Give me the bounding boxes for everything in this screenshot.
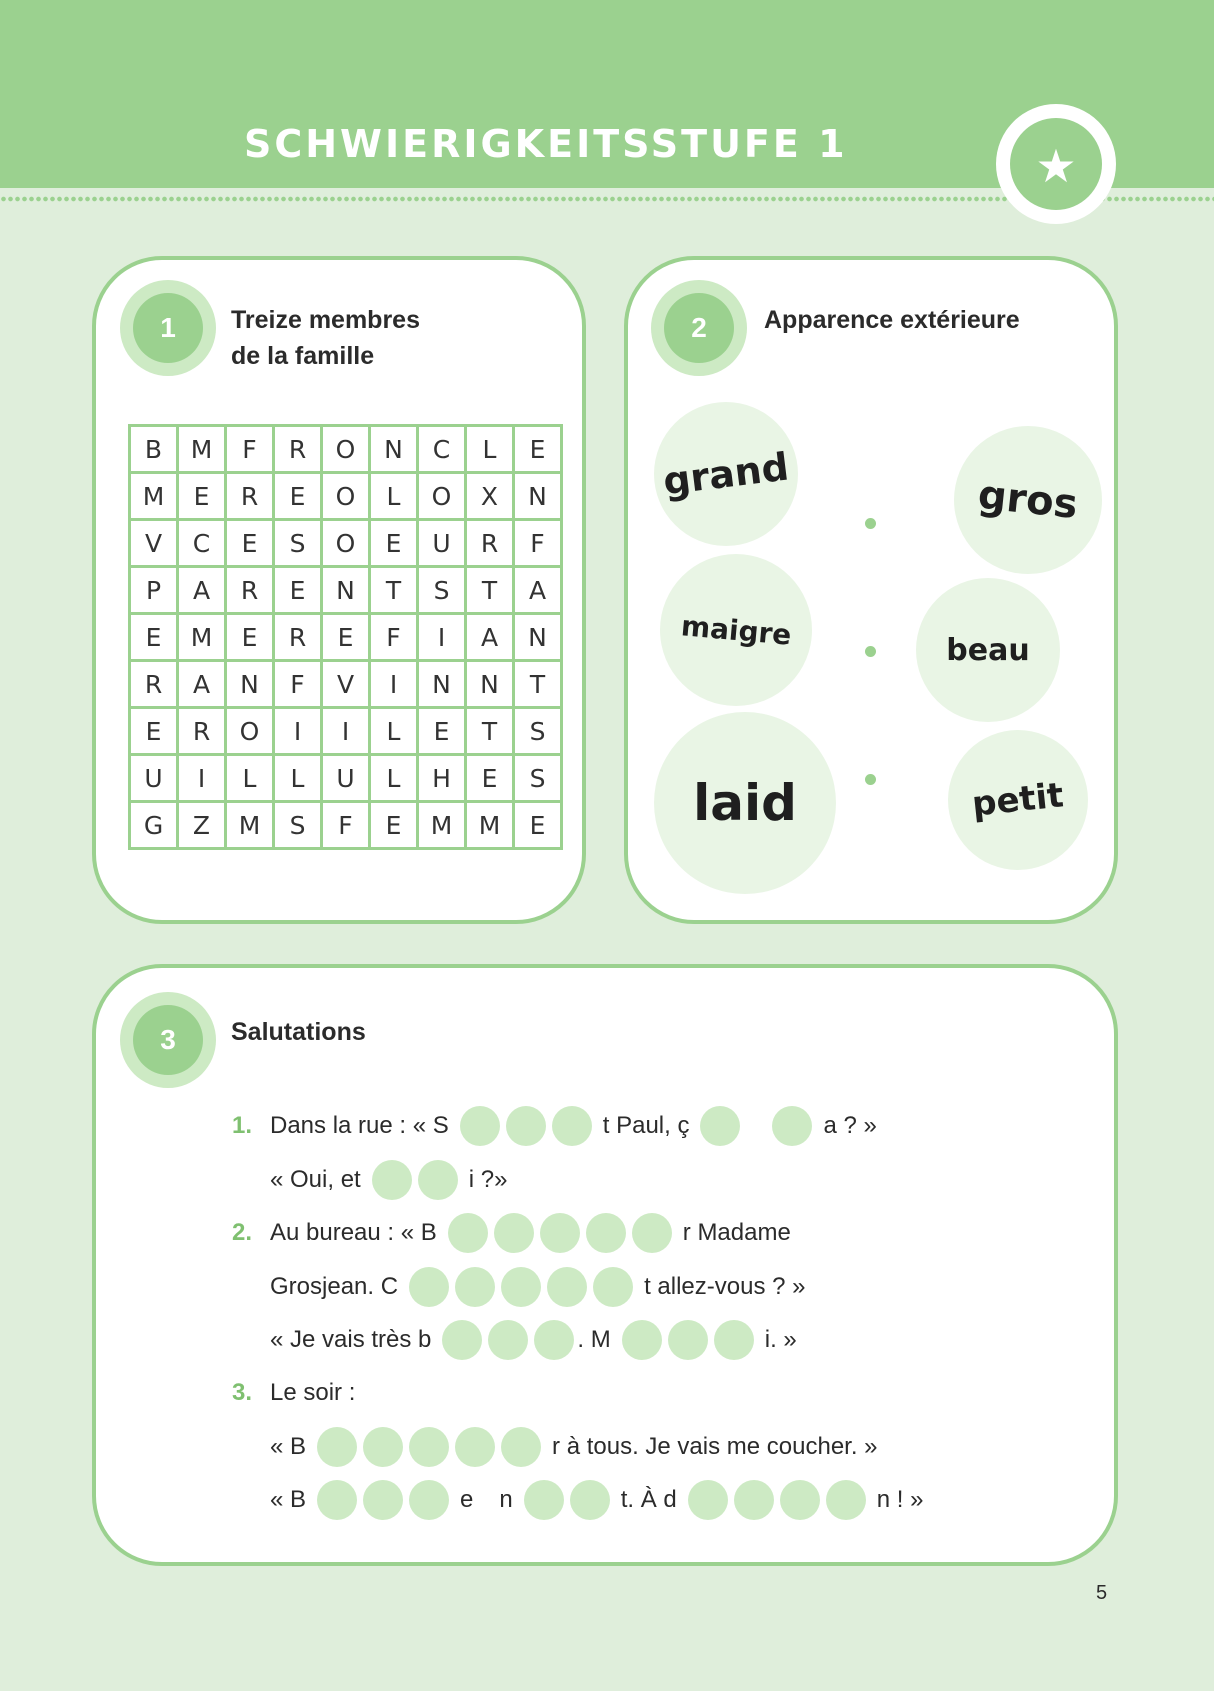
grid-cell[interactable]: R	[274, 426, 322, 473]
difficulty-badge	[996, 104, 1116, 224]
grid-cell[interactable]: Z	[178, 802, 226, 849]
letter-blank[interactable]	[552, 1106, 592, 1146]
grid-cell[interactable]: I	[370, 661, 418, 708]
grid-cell[interactable]: F	[274, 661, 322, 708]
grid-cell[interactable]: O	[322, 426, 370, 473]
letter-blank[interactable]	[363, 1480, 403, 1520]
exercise-3-number-badge	[120, 992, 216, 1088]
grid-row	[130, 661, 562, 708]
letter-blank[interactable]	[494, 1213, 534, 1253]
word-laid: laid	[693, 774, 797, 832]
word-bubble-gros[interactable]	[954, 426, 1102, 574]
exercise-1-number-badge	[120, 280, 216, 376]
grid-cell[interactable]: C	[178, 520, 226, 567]
grid-cell[interactable]: E	[514, 426, 562, 473]
letter-blank[interactable]	[524, 1480, 564, 1520]
grid-cell[interactable]: R	[130, 661, 178, 708]
grid-cell[interactable]: F	[514, 520, 562, 567]
item-index: 2.	[232, 1219, 253, 1246]
grid-cell[interactable]: C	[418, 426, 466, 473]
word-bubble-petit[interactable]	[948, 730, 1088, 870]
salutation-1-line-1	[232, 1104, 877, 1148]
letter-blank[interactable]	[668, 1320, 708, 1360]
word-gros: gros	[976, 471, 1080, 529]
grid-cell[interactable]: R	[178, 708, 226, 755]
grid-cell[interactable]: T	[514, 661, 562, 708]
grid-cell[interactable]: O	[418, 473, 466, 520]
letter-blank[interactable]	[734, 1480, 774, 1520]
grid-cell[interactable]: T	[370, 567, 418, 614]
text-segment: Grosjean. C	[270, 1273, 399, 1300]
grid-cell[interactable]: U	[130, 755, 178, 802]
letter-blank[interactable]	[363, 1427, 403, 1467]
grid-row	[130, 802, 562, 849]
grid-cell[interactable]: E	[418, 708, 466, 755]
grid-cell[interactable]: F	[370, 614, 418, 661]
letter-blank[interactable]	[455, 1427, 495, 1467]
word-bubble-maigre[interactable]	[660, 554, 812, 706]
grid-cell[interactable]: M	[130, 473, 178, 520]
grid-cell[interactable]: M	[466, 802, 514, 849]
letter-blank[interactable]	[826, 1480, 866, 1520]
letter-blank[interactable]	[317, 1480, 357, 1520]
salutation-2-line-3	[232, 1318, 797, 1362]
grid-cell[interactable]: R	[274, 614, 322, 661]
grid-cell[interactable]: O	[226, 708, 274, 755]
grid-cell[interactable]: E	[466, 755, 514, 802]
letter-blank[interactable]	[570, 1480, 610, 1520]
page-title: SCHWIERIGKEITSSTUFE 1	[244, 122, 848, 166]
text-segment: a ? »	[823, 1112, 877, 1139]
grid-row	[130, 708, 562, 755]
letter-blank[interactable]	[700, 1106, 740, 1146]
grid-cell[interactable]: R	[226, 473, 274, 520]
text-segment: Dans la rue : « S	[270, 1112, 449, 1139]
letter-blank[interactable]	[780, 1480, 820, 1520]
grid-cell[interactable]: E	[322, 614, 370, 661]
letter-blank[interactable]	[540, 1213, 580, 1253]
text-segment: Au bureau : « B	[270, 1219, 437, 1246]
grid-cell[interactable]: E	[370, 520, 418, 567]
text-segment: r Madame	[682, 1219, 791, 1246]
grid-cell[interactable]: F	[322, 802, 370, 849]
grid-cell[interactable]: B	[130, 426, 178, 473]
letter-blank[interactable]	[501, 1427, 541, 1467]
grid-cell[interactable]: L	[370, 473, 418, 520]
grid-cell[interactable]: I	[178, 755, 226, 802]
exercise-3-number: 3	[133, 1005, 203, 1075]
grid-cell[interactable]: L	[370, 708, 418, 755]
text-segment: « Oui, et	[270, 1166, 361, 1193]
match-dot-3[interactable]	[865, 774, 876, 785]
grid-cell[interactable]: E	[178, 473, 226, 520]
letter-blank[interactable]	[688, 1480, 728, 1520]
grid-cell[interactable]: S	[274, 520, 322, 567]
grid-cell[interactable]: A	[514, 567, 562, 614]
grid-cell[interactable]: T	[466, 708, 514, 755]
letter-blank[interactable]	[460, 1106, 500, 1146]
star-icon: ★	[1010, 118, 1102, 210]
grid-cell[interactable]: N	[226, 661, 274, 708]
grid-cell[interactable]: A	[178, 567, 226, 614]
letter-blank[interactable]	[714, 1320, 754, 1360]
letter-blank[interactable]	[418, 1160, 458, 1200]
grid-row	[130, 473, 562, 520]
grid-cell[interactable]: S	[514, 755, 562, 802]
letter-blank[interactable]	[488, 1320, 528, 1360]
grid-cell[interactable]: A	[178, 661, 226, 708]
letter-blank[interactable]	[547, 1267, 587, 1307]
grid-cell[interactable]: E	[514, 802, 562, 849]
text-segment: « B	[270, 1486, 307, 1513]
grid-cell[interactable]: E	[226, 614, 274, 661]
letter-blank[interactable]	[317, 1427, 357, 1467]
exercise-2-title: Apparence extérieure	[764, 306, 1020, 334]
letter-blank[interactable]	[455, 1267, 495, 1307]
grid-cell[interactable]: F	[226, 426, 274, 473]
grid-cell[interactable]: N	[466, 661, 514, 708]
grid-cell[interactable]: R	[226, 567, 274, 614]
salutation-2-line-2	[232, 1265, 805, 1309]
match-dot-2[interactable]	[865, 646, 876, 657]
text-segment: n	[499, 1486, 513, 1513]
grid-row	[130, 614, 562, 661]
letter-blank[interactable]	[586, 1213, 626, 1253]
grid-cell[interactable]: N	[514, 473, 562, 520]
word-grand: grand	[660, 444, 792, 504]
grid-cell[interactable]: N	[370, 426, 418, 473]
grid-cell[interactable]: G	[130, 802, 178, 849]
grid-cell[interactable]: I	[418, 614, 466, 661]
exercise-2-number: 2	[664, 293, 734, 363]
grid-row	[130, 426, 562, 473]
word-beau: beau	[946, 632, 1030, 668]
letter-blank[interactable]	[409, 1427, 449, 1467]
grid-cell[interactable]: U	[418, 520, 466, 567]
grid-cell[interactable]: T	[466, 567, 514, 614]
exercise-3-title: Salutations	[231, 1018, 366, 1046]
word-search-grid[interactable]	[128, 424, 563, 850]
word-maigre: maigre	[679, 608, 793, 652]
grid-cell[interactable]: O	[322, 520, 370, 567]
grid-cell[interactable]: L	[466, 426, 514, 473]
grid-cell[interactable]: H	[418, 755, 466, 802]
grid-cell[interactable]: M	[178, 614, 226, 661]
text-segment: t allez-vous ? »	[644, 1273, 806, 1300]
letter-blank[interactable]	[409, 1480, 449, 1520]
text-segment: t. À d	[620, 1486, 677, 1513]
grid-row	[130, 755, 562, 802]
grid-cell[interactable]: L	[370, 755, 418, 802]
grid-cell[interactable]: P	[130, 567, 178, 614]
letter-blank[interactable]	[448, 1213, 488, 1253]
salutation-3-line-2	[232, 1425, 878, 1469]
grid-cell[interactable]: S	[514, 708, 562, 755]
text-segment: « B	[270, 1433, 307, 1460]
text-segment: Le soir :	[270, 1379, 356, 1406]
grid-cell[interactable]: N	[514, 614, 562, 661]
grid-cell[interactable]: E	[274, 473, 322, 520]
letter-blank[interactable]	[593, 1267, 633, 1307]
grid-cell[interactable]: U	[322, 755, 370, 802]
grid-cell[interactable]: L	[274, 755, 322, 802]
exercise-1-number: 1	[133, 293, 203, 363]
word-petit: petit	[970, 775, 1066, 825]
text-segment: e	[460, 1486, 474, 1513]
letter-blank[interactable]	[772, 1106, 812, 1146]
text-segment: i. »	[764, 1326, 797, 1353]
grid-cell[interactable]: I	[322, 708, 370, 755]
grid-cell[interactable]: N	[418, 661, 466, 708]
text-segment: r à tous. Je vais me coucher. »	[552, 1433, 878, 1460]
grid-cell[interactable]: E	[370, 802, 418, 849]
grid-cell[interactable]: R	[466, 520, 514, 567]
salutation-2-line-1	[232, 1211, 791, 1255]
word-bubble-laid[interactable]	[654, 712, 836, 894]
text-segment: n ! »	[876, 1486, 924, 1513]
page-number: 5	[1096, 1582, 1108, 1604]
grid-cell[interactable]: V	[130, 520, 178, 567]
grid-cell[interactable]: S	[418, 567, 466, 614]
grid-cell[interactable]: O	[322, 473, 370, 520]
grid-cell[interactable]: M	[226, 802, 274, 849]
salutation-3-line-1	[232, 1371, 355, 1415]
grid-cell[interactable]: M	[178, 426, 226, 473]
salutation-1-line-2	[232, 1158, 507, 1202]
item-index: 3.	[232, 1379, 253, 1406]
grid-cell[interactable]: A	[466, 614, 514, 661]
letter-blank[interactable]	[501, 1267, 541, 1307]
grid-row	[130, 520, 562, 567]
exercise-1-title: Treize membres de la famille	[231, 306, 420, 370]
salutation-3-line-3	[232, 1478, 923, 1522]
word-bubble-grand[interactable]	[654, 402, 798, 546]
grid-cell[interactable]: I	[274, 708, 322, 755]
letter-blank[interactable]	[622, 1320, 662, 1360]
grid-cell[interactable]: E	[274, 567, 322, 614]
letter-blank[interactable]	[372, 1160, 412, 1200]
grid-cell[interactable]: S	[274, 802, 322, 849]
grid-cell[interactable]: E	[130, 614, 178, 661]
letter-blank[interactable]	[442, 1320, 482, 1360]
grid-cell[interactable]: N	[322, 567, 370, 614]
text-segment: . M	[577, 1326, 611, 1353]
letter-blank[interactable]	[409, 1267, 449, 1307]
grid-cell[interactable]: X	[466, 473, 514, 520]
exercise-2-number-badge	[651, 280, 747, 376]
grid-row	[130, 567, 562, 614]
letter-blank[interactable]	[506, 1106, 546, 1146]
grid-cell[interactable]: M	[418, 802, 466, 849]
item-index: 1.	[232, 1112, 253, 1139]
word-bubble-beau[interactable]	[916, 578, 1060, 722]
grid-cell[interactable]: L	[226, 755, 274, 802]
text-segment: t Paul, ç	[602, 1112, 690, 1139]
grid-cell[interactable]: E	[130, 708, 178, 755]
text-segment: i ?»	[468, 1166, 508, 1193]
text-segment: « Je vais très b	[270, 1326, 432, 1353]
letter-blank[interactable]	[632, 1213, 672, 1253]
letter-blank[interactable]	[534, 1320, 574, 1360]
match-dot-1[interactable]	[865, 518, 876, 529]
grid-cell[interactable]: E	[226, 520, 274, 567]
grid-cell[interactable]: V	[322, 661, 370, 708]
